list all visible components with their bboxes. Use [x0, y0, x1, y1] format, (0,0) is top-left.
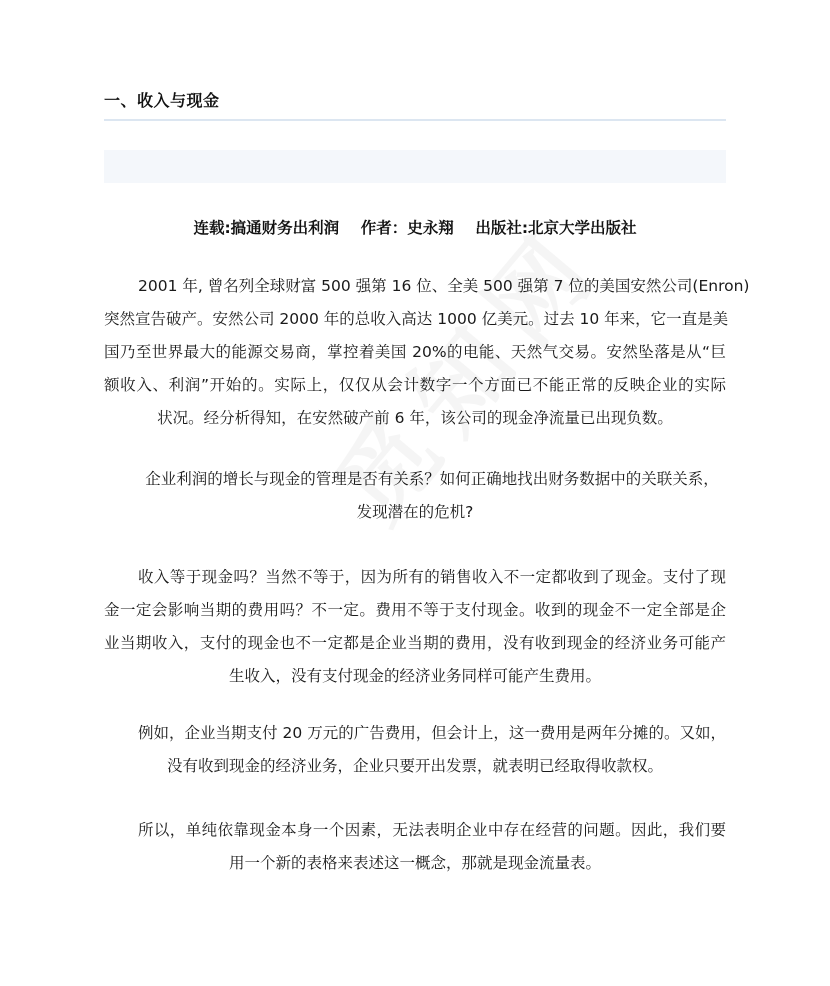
title-divider — [104, 119, 726, 121]
paragraph-line: 所以，单纯依靠现金本身一个因素，无法表明企业中存在经营的问题。因此，我们要 — [138, 821, 726, 839]
byline: 连载:搞通财务出利润 作者：史永翔 出版社:北京大学出版社 — [193, 219, 637, 237]
paragraph-enron — [104, 270, 750, 435]
paragraph-question — [104, 463, 726, 529]
paragraph-line: 例如，企业当期支付 20 万元的广告费用，但会计上，这一费用是两年分摊的。又如， — [138, 724, 726, 742]
paragraph-line: 额收入、利润”开始的。实际上，仅仅从会计数字一个方面已不能正常的反映企业的实际 — [104, 376, 726, 394]
paragraph-line: 金一定会影响当期的费用吗？不一定。费用不等于支付现金。收到的现金不一定全部是企 — [104, 601, 726, 619]
paragraph-line: 生收入，没有支付现金的经济业务同样可能产生费用。 — [228, 667, 601, 685]
paragraph-line: 2001 年, 曾名列全球财富 500 强第 16 位、全美 500 强第 7 位的美国安然公司(Enron) — [138, 277, 750, 295]
paragraph-line: 用一个新的表格来表述这一概念，那就是现金流量表。 — [228, 854, 601, 872]
empty-quote-box — [104, 150, 726, 183]
paragraph-example — [104, 717, 726, 783]
paragraph-line: 国乃至世界最大的能源交易商，掌控着美国 20%的电能、天然气交易。安然坠落是从“巨 — [104, 343, 726, 361]
paragraph-line: 没有收到现金的经济业务，企业只要开出发票，就表明已经取得收款权。 — [166, 757, 663, 775]
paragraph-line: 发现潜在的危机? — [356, 503, 474, 521]
paragraph-line: 收入等于现金吗？当然不等于，因为所有的销售收入不一定都收到了现金。支付了现 — [138, 568, 726, 586]
paragraph-line: 企业利润的增长与现金的管理是否有关系？如何正确地找出财务数据中的关联关系， — [145, 470, 719, 488]
paragraph-line: 突然宣告破产。安然公司 2000 年的总收入高达 1000 亿美元。过去 10 年来，它一直是美 — [104, 310, 729, 328]
paragraph-conclusion — [104, 814, 726, 880]
paragraph-line: 业当期收入，支付的现金也不一定都是企业当期的费用，没有收到现金的经济业务可能产 — [104, 634, 726, 652]
paragraph-line: 状况。经分析得知，在安然破产前 6 年，该公司的现金净流量已出现负数。 — [157, 409, 673, 427]
paragraph-income-vs-cash — [104, 561, 726, 693]
section-title: 一、收入与现金 — [104, 91, 220, 110]
